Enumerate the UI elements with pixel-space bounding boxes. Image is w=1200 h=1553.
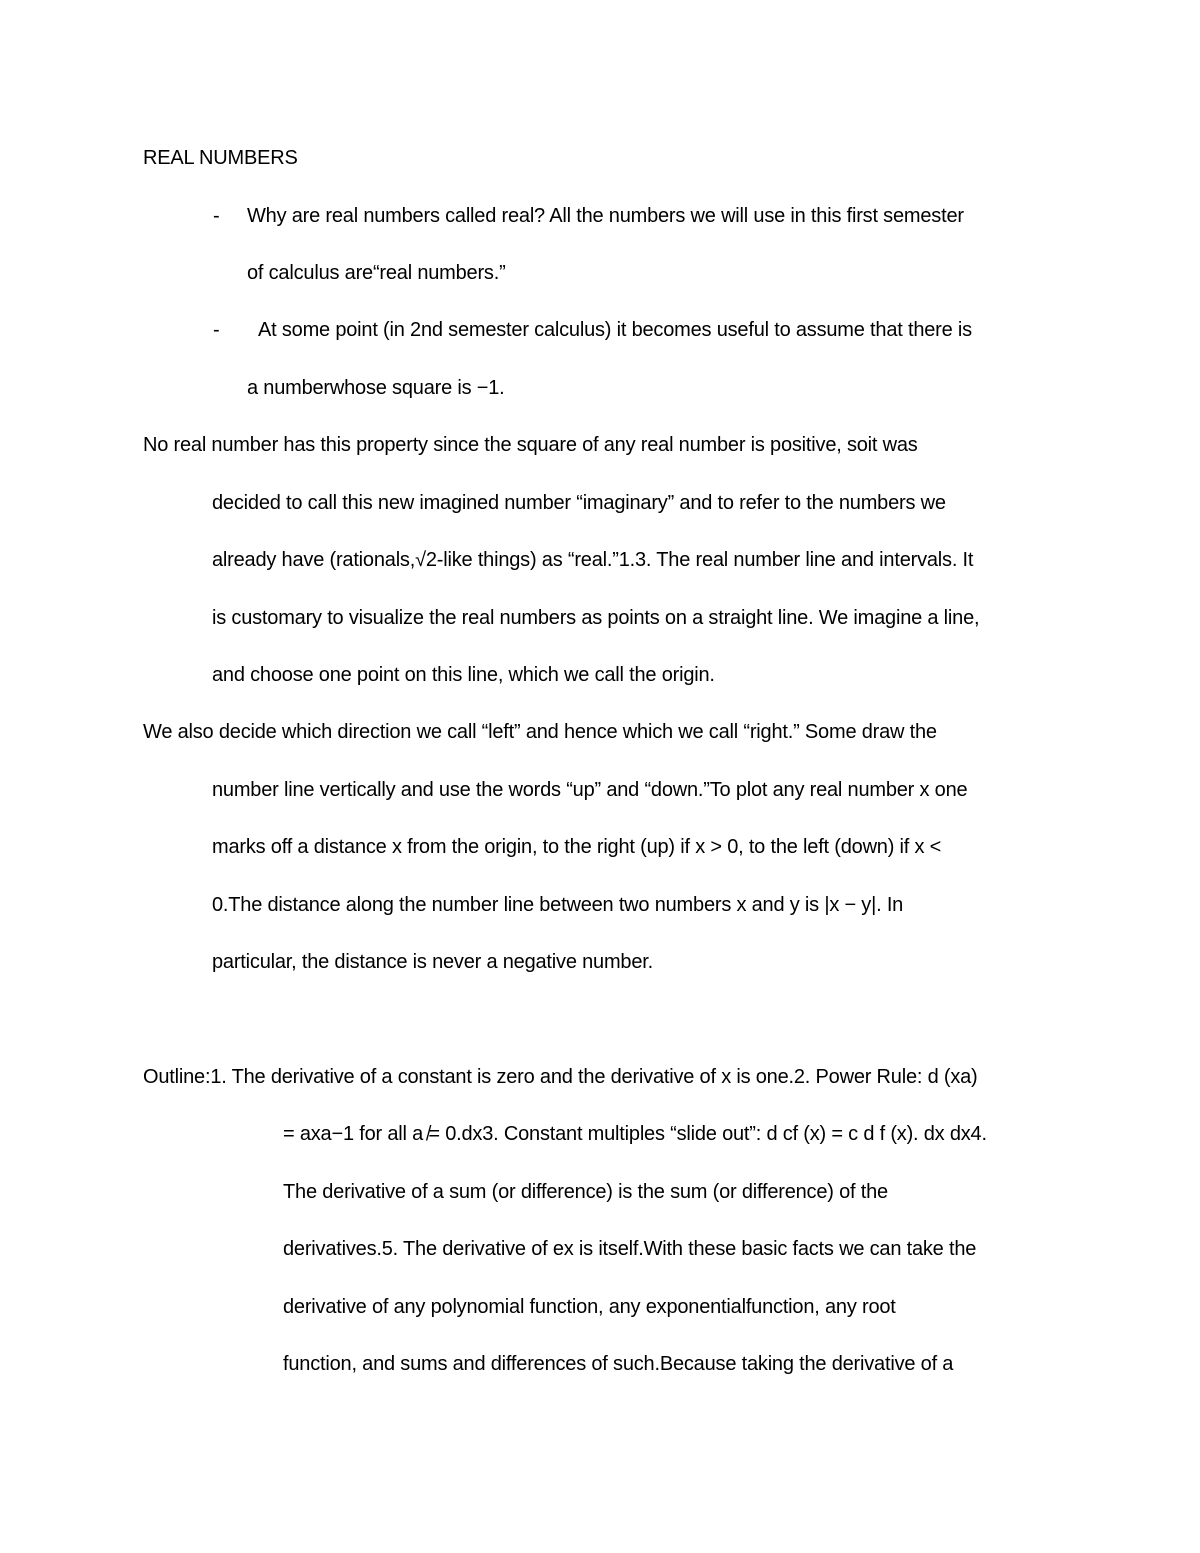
paragraph-line: decided to call this new imagined number “imaginary” and to refer to the numbers we: [212, 492, 946, 514]
paragraph-line: number line vertically and use the words “up” and “down.”To plot any real number x one: [212, 779, 968, 801]
paragraph-line: marks off a distance x from the origin, to the right (up) if x > 0, to the left (down) if x <: [212, 836, 942, 858]
paragraph-line: particular, the distance is never a negative number.: [212, 951, 653, 973]
paragraph-line: We also decide which direction we call “left” and hence which we call “right.” Some draw the: [143, 721, 937, 743]
bullet-text: a numberwhose square is −1.: [247, 377, 505, 399]
outline-line: function, and sums and differences of such.Because taking the derivative of a: [283, 1353, 954, 1375]
paragraph-line: No real number has this property since the square of any real number is positive, soit was: [143, 434, 918, 456]
paragraph-line: is customary to visualize the real numbers as points on a straight line. We imagine a line,: [212, 607, 980, 629]
page-title: REAL NUMBERS: [143, 147, 298, 169]
outline-line: derivative of any polynomial function, any exponentialfunction, any root: [283, 1296, 896, 1318]
bullet-text: Why are real numbers called real? All the numbers we will use in this first semester: [247, 205, 964, 227]
bullet-marker: -: [213, 205, 220, 227]
outline-line: Outline:1. The derivative of a constant is zero and the derivative of x is one.2. Power Rule: d (xa): [143, 1066, 978, 1088]
paragraph-line: and choose one point on this line, which we call the origin.: [212, 664, 715, 686]
outline-line: The derivative of a sum (or difference) is the sum (or difference) of the: [283, 1181, 888, 1203]
outline-line: derivatives.5. The derivative of ex is itself.With these basic facts we can take the: [283, 1238, 977, 1260]
bullet-text: of calculus are“real numbers.”: [247, 262, 506, 284]
outline-line: = axa−1 for all a ̸= 0.dx3. Constant multiples “slide out”: d cf (x) = c d f (x). dx dx4.: [283, 1123, 987, 1145]
paragraph-line: 0.The distance along the number line between two numbers x and y is |x − y|. In: [212, 894, 904, 916]
bullet-text: At some point (in 2nd semester calculus) it becomes useful to assume that there is: [258, 319, 972, 341]
bullet-marker: -: [213, 319, 220, 341]
paragraph-line: already have (rationals,√2-like things) as “real.”1.3. The real number line and intervals. It: [212, 549, 974, 571]
